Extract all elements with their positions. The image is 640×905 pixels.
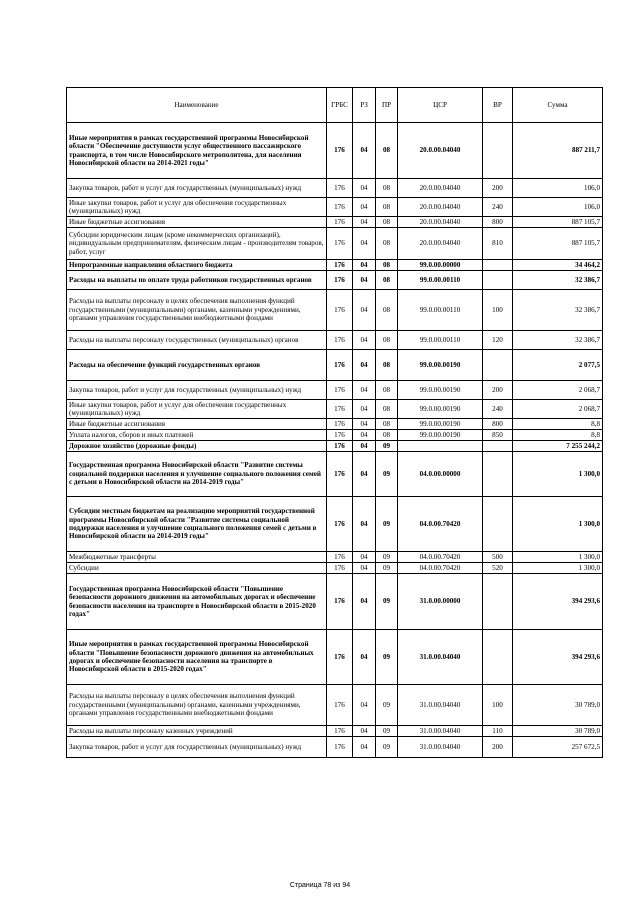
row-name: Расходы на обеспечение функций государственных органов — [67, 350, 327, 381]
row-grbs: 176 — [327, 400, 353, 419]
row-vr: 240 — [483, 400, 513, 419]
row-name: Закупка товаров, работ и услуг для государственных (муниципальных) нужд — [67, 737, 327, 758]
table-row — [67, 217, 603, 228]
row-rz: 04 — [353, 563, 376, 574]
table-body — [67, 123, 603, 758]
row-csr — [398, 441, 483, 452]
row-rz: 04 — [353, 123, 376, 179]
row-vr: 810 — [483, 228, 513, 260]
row-grbs: 176 — [327, 552, 353, 563]
row-grbs: 176 — [327, 217, 353, 228]
row-csr: 99.0.00.00000 — [398, 260, 483, 271]
table-row — [67, 685, 603, 726]
table-row — [67, 331, 603, 350]
row-vr — [483, 630, 513, 685]
row-name: Расходы на выплаты персоналу в целях обеспечения выполнения функций государственными (муниципальными) органами, казенными учреждениями, органами управления государственными внебюджетными фондами — [67, 685, 327, 726]
row-rz: 04 — [353, 228, 376, 260]
row-sum: 2 068,7 — [513, 381, 603, 400]
row-name: Уплата налогов, сборов и иных платежей — [67, 430, 327, 441]
page-number: Страница 78 из 94 — [289, 882, 351, 889]
row-csr: 31.0.00.04040 — [398, 737, 483, 758]
row-rz: 04 — [353, 430, 376, 441]
header-sum: Сумма — [513, 88, 603, 123]
row-sum: 1 300,0 — [513, 497, 603, 552]
row-vr: 800 — [483, 217, 513, 228]
row-csr: 99.0.00.00190 — [398, 430, 483, 441]
row-rz: 04 — [353, 685, 376, 726]
row-pr: 08 — [376, 419, 398, 430]
row-pr: 08 — [376, 381, 398, 400]
row-grbs: 176 — [327, 726, 353, 737]
row-pr: 09 — [376, 497, 398, 552]
row-pr: 09 — [376, 563, 398, 574]
row-csr: 20.0.00.04040 — [398, 123, 483, 179]
row-pr: 08 — [376, 430, 398, 441]
row-csr: 20.0.00.04040 — [398, 217, 483, 228]
row-rz: 04 — [353, 290, 376, 331]
table-header-row — [67, 88, 603, 123]
row-csr: 99.0.00.00190 — [398, 350, 483, 381]
row-vr — [483, 441, 513, 452]
row-sum: 887 105,7 — [513, 228, 603, 260]
row-csr: 99.0.00.00110 — [398, 290, 483, 331]
row-name: Иные мероприятия в рамках государственной программы Новосибирской области "Повышение безопасности дорожного движения на автомобильных дорогах и обеспечение безопасности населения на транспорте в Новосибирской области в 2015-2020 годах" — [67, 630, 327, 685]
row-vr — [483, 497, 513, 552]
table-row — [67, 737, 603, 758]
row-grbs: 176 — [327, 419, 353, 430]
row-csr: 31.0.00.04040 — [398, 630, 483, 685]
row-pr: 08 — [376, 217, 398, 228]
row-name: Государственная программа Новосибирской области "Повышение безопасности дорожного движения на автомобильных дорогах и обеспечение безопасности населения на транспорте в Новосибирской области в 2015-2020 годах" — [67, 574, 327, 630]
row-vr: 110 — [483, 726, 513, 737]
row-sum: 8,8 — [513, 430, 603, 441]
row-grbs: 176 — [327, 563, 353, 574]
table-row — [67, 726, 603, 737]
row-rz: 04 — [353, 217, 376, 228]
row-vr: 100 — [483, 685, 513, 726]
header-name: Наименование — [67, 88, 327, 123]
row-rz: 04 — [353, 552, 376, 563]
row-grbs: 176 — [327, 497, 353, 552]
row-sum: 30 789,0 — [513, 726, 603, 737]
table-row — [67, 400, 603, 419]
row-csr: 99.0.00.00190 — [398, 400, 483, 419]
row-csr: 99.0.00.00190 — [398, 419, 483, 430]
row-sum: 1 300,0 — [513, 552, 603, 563]
row-pr: 08 — [376, 290, 398, 331]
row-pr: 09 — [376, 574, 398, 630]
row-vr: 500 — [483, 552, 513, 563]
row-pr: 09 — [376, 685, 398, 726]
row-grbs: 176 — [327, 290, 353, 331]
row-csr: 04.0.00.70420 — [398, 497, 483, 552]
row-name: Субсидии местным бюджетам на реализацию мероприятий государственной программы Новосибирской области "Развитие системы социальной поддержки населения и улучшение социального положения семей с детьми в Новосибирской области на 2014-2019 годы" — [67, 497, 327, 552]
row-csr: 99.0.00.00110 — [398, 271, 483, 290]
row-name: Закупка товаров, работ и услуг для государственных (муниципальных) нужд — [67, 381, 327, 400]
row-sum: 32 386,7 — [513, 290, 603, 331]
row-csr: 20.0.00.04040 — [398, 198, 483, 217]
row-vr: 200 — [483, 737, 513, 758]
row-rz: 04 — [353, 452, 376, 497]
row-name: Иные закупки товаров, работ и услуг для обеспечения государственных (муниципальных) нужд — [67, 198, 327, 217]
row-sum: 32 386,7 — [513, 271, 603, 290]
table-row — [67, 290, 603, 331]
row-vr — [483, 350, 513, 381]
table-row — [67, 260, 603, 271]
row-grbs: 176 — [327, 430, 353, 441]
table-row — [67, 497, 603, 552]
row-sum: 34 464,2 — [513, 260, 603, 271]
row-grbs: 176 — [327, 228, 353, 260]
row-pr: 08 — [376, 331, 398, 350]
row-csr: 31.0.00.04040 — [398, 685, 483, 726]
row-rz: 04 — [353, 179, 376, 198]
row-grbs: 176 — [327, 198, 353, 217]
row-rz: 04 — [353, 630, 376, 685]
table-row — [67, 452, 603, 497]
table-row — [67, 228, 603, 260]
row-pr: 09 — [376, 552, 398, 563]
row-grbs: 176 — [327, 331, 353, 350]
row-sum: 887 105,7 — [513, 217, 603, 228]
row-csr: 31.0.00.00000 — [398, 574, 483, 630]
table-row — [67, 350, 603, 381]
row-name: Межбюджетные трансферты — [67, 552, 327, 563]
table-row — [67, 574, 603, 630]
table-row — [67, 441, 603, 452]
row-name: Закупка товаров, работ и услуг для государственных (муниципальных) нужд — [67, 179, 327, 198]
row-vr — [483, 574, 513, 630]
row-sum: 2 077,5 — [513, 350, 603, 381]
row-csr: 20.0.00.04040 — [398, 228, 483, 260]
row-vr: 240 — [483, 198, 513, 217]
row-name: Непрограммные направления областного бюджета — [67, 260, 327, 271]
row-vr: 200 — [483, 381, 513, 400]
table-row — [67, 552, 603, 563]
row-pr: 09 — [376, 737, 398, 758]
row-rz: 04 — [353, 574, 376, 630]
row-name: Расходы на выплаты по оплате труда работников государственных органов — [67, 271, 327, 290]
row-rz: 04 — [353, 441, 376, 452]
row-csr: 04.0.00.70420 — [398, 563, 483, 574]
row-sum: 1 300,0 — [513, 563, 603, 574]
row-rz: 04 — [353, 271, 376, 290]
row-pr: 09 — [376, 726, 398, 737]
budget-table-page — [66, 87, 602, 758]
row-grbs: 176 — [327, 574, 353, 630]
row-pr: 08 — [376, 198, 398, 217]
row-csr: 31.0.00.04040 — [398, 726, 483, 737]
row-grbs: 176 — [327, 350, 353, 381]
row-rz: 04 — [353, 331, 376, 350]
row-vr — [483, 452, 513, 497]
row-sum: 30 789,0 — [513, 685, 603, 726]
row-vr — [483, 260, 513, 271]
row-grbs: 176 — [327, 260, 353, 271]
row-pr: 08 — [376, 400, 398, 419]
row-pr: 09 — [376, 452, 398, 497]
row-sum: 394 293,6 — [513, 630, 603, 685]
row-pr: 09 — [376, 630, 398, 685]
row-sum: 106,0 — [513, 198, 603, 217]
row-rz: 04 — [353, 497, 376, 552]
row-rz: 04 — [353, 260, 376, 271]
row-pr: 08 — [376, 271, 398, 290]
row-rz: 04 — [353, 737, 376, 758]
row-csr: 99.0.00.00110 — [398, 331, 483, 350]
row-csr: 99.0.00.00190 — [398, 381, 483, 400]
row-name: Государственная программа Новосибирской области "Развитие системы социальной поддержки населения и улучшение социального положения семей с детьми в Новосибирской области на 2014-2019 годы" — [67, 452, 327, 497]
row-sum: 106,0 — [513, 179, 603, 198]
row-vr: 200 — [483, 179, 513, 198]
row-csr: 04.0.00.00000 — [398, 452, 483, 497]
row-pr: 09 — [376, 441, 398, 452]
table-row — [67, 630, 603, 685]
row-grbs: 176 — [327, 381, 353, 400]
table-row — [67, 381, 603, 400]
row-name: Расходы на выплаты персоналу государственных (муниципальных) органов — [67, 331, 327, 350]
row-sum: 8,8 — [513, 419, 603, 430]
row-vr: 800 — [483, 419, 513, 430]
budget-table — [66, 87, 603, 758]
table-row — [67, 430, 603, 441]
table-row — [67, 271, 603, 290]
row-grbs: 176 — [327, 452, 353, 497]
row-rz: 04 — [353, 198, 376, 217]
row-grbs: 176 — [327, 123, 353, 179]
row-grbs: 176 — [327, 630, 353, 685]
row-sum: 1 300,0 — [513, 452, 603, 497]
header-rz: РЗ — [353, 88, 376, 123]
row-sum: 32 386,7 — [513, 331, 603, 350]
row-sum: 257 672,5 — [513, 737, 603, 758]
row-pr: 08 — [376, 228, 398, 260]
row-vr: 120 — [483, 331, 513, 350]
row-name: Расходы на выплаты персоналу в целях обеспечения выполнения функций государственными (муниципальными) органами, казенными учреждениями, органами управления государственными внебюджетными фондами — [67, 290, 327, 331]
row-name: Иные закупки товаров, работ и услуг для обеспечения государственных (муниципальных) нужд — [67, 400, 327, 419]
row-name: Иные мероприятия в рамках государственной программы Новосибирской области "Обеспечение доступности услуг общественного пассажирского транспорта, в том числе Новосибирского метрополитена, для населения Новосибирской области на 2014-2021 годы" — [67, 123, 327, 179]
row-grbs: 176 — [327, 179, 353, 198]
row-grbs: 176 — [327, 271, 353, 290]
row-vr — [483, 271, 513, 290]
row-sum: 2 068,7 — [513, 400, 603, 419]
row-vr: 850 — [483, 430, 513, 441]
row-name: Иные бюджетные ассигнования — [67, 419, 327, 430]
row-pr: 08 — [376, 350, 398, 381]
row-csr: 20.0.00.04040 — [398, 179, 483, 198]
row-grbs: 176 — [327, 685, 353, 726]
row-csr: 04.0.00.70420 — [398, 552, 483, 563]
table-row — [67, 179, 603, 198]
row-rz: 04 — [353, 419, 376, 430]
row-rz: 04 — [353, 400, 376, 419]
row-grbs: 176 — [327, 441, 353, 452]
row-vr: 520 — [483, 563, 513, 574]
table-row — [67, 563, 603, 574]
row-pr: 08 — [376, 260, 398, 271]
row-name: Субсидии юридическим лицам (кроме некоммерческих организаций), индивидуальным предпринимателям, физическим лицам - производителям товаров, работ, услуг — [67, 228, 327, 260]
row-rz: 04 — [353, 726, 376, 737]
row-name: Субсидии — [67, 563, 327, 574]
row-rz: 04 — [353, 381, 376, 400]
row-sum: 887 211,7 — [513, 123, 603, 179]
table-row — [67, 419, 603, 430]
row-name: Расходы на выплаты персоналу казенных учреждений — [67, 726, 327, 737]
header-csr: ЦСР — [398, 88, 483, 123]
row-pr: 08 — [376, 179, 398, 198]
header-grbs: ГРБС — [327, 88, 353, 123]
header-pr: ПР — [376, 88, 398, 123]
row-rz: 04 — [353, 350, 376, 381]
row-vr — [483, 123, 513, 179]
row-sum: 394 293,6 — [513, 574, 603, 630]
row-name: Иные бюджетные ассигнования — [67, 217, 327, 228]
row-name: Дорожное хозяйство (дорожные фонды) — [67, 441, 327, 452]
header-vr: ВР — [483, 88, 513, 123]
row-grbs: 176 — [327, 737, 353, 758]
row-vr: 100 — [483, 290, 513, 331]
table-row — [67, 123, 603, 179]
row-sum: 7 255 244,2 — [513, 441, 603, 452]
table-row — [67, 198, 603, 217]
row-pr: 08 — [376, 123, 398, 179]
